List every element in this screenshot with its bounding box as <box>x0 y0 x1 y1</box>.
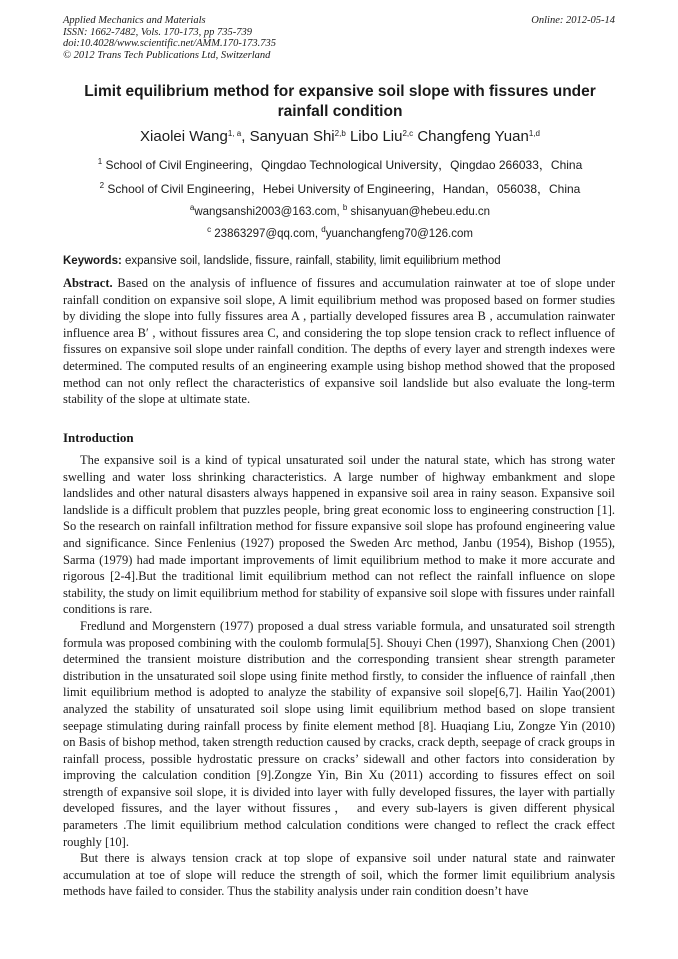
email-mark: c <box>207 225 212 234</box>
online-date: Online: 2012-05-14 <box>531 15 615 26</box>
author-name: Xiaolei Wang <box>140 128 228 145</box>
author-list <box>40 128 640 146</box>
email-d[interactable]: yuanchangfeng70@126.com <box>325 228 473 240</box>
email-a[interactable]: wangsanshi2003@163.com, <box>194 206 343 218</box>
affiliation-mark: 1 <box>97 157 103 166</box>
email-c[interactable]: 23863297@qq.com, <box>214 228 322 240</box>
journal-name: Applied Mechanics and Materials <box>63 15 206 26</box>
paper-title: Limit equilibrium method for expansive soil slope with fissures under rainfall condition <box>84 83 596 120</box>
abstract-label: Abstract. <box>63 276 113 290</box>
email-mark: d <box>321 225 326 234</box>
affiliation-text: School of Civil Engineering，Hebei University of Engineering，Handan，056038，China <box>107 182 581 196</box>
section-heading-introduction: Introduction <box>63 430 134 445</box>
paragraph: The expansive soil is a kind of typical unsaturated soil under the natural state, which has strong water swelling and water loss shrinking characteristics. A large number of highway embankment and slope landslides and other natural disasters always happened in expansive soil area in rainy season. Expansive soil landslide is a difficult problem that puzzles people, bring great economic loss to engineering construction [1]. So the research on rainfall infiltration method for fissure expansive soil slope has profound engineering value and significance. Since Fenlenius (1927) proposed the Sweden Arc method, Janbu (1954), Bishop (1955), Sarma (1979) had made important improvements of limit equilibrium method to make it more accurate and rigorous [2-4].But the traditional limit equilibrium method can not reflect the rainfall influence on slope stability, the study on limit equilibrium method for stability of expansive soil slope with fissures under rainfall conditions is rare. <box>63 453 615 617</box>
doi-line: doi:10.4028/www.scientific.net/AMM.170-173.735 <box>63 38 276 49</box>
author-separator: , <box>241 128 250 145</box>
affiliation-2 <box>40 181 640 197</box>
affiliation-mark: 2 <box>99 181 105 190</box>
paragraph: Fredlund and Morgenstern (1977) proposed a dual stress variable formula, and unsaturated soil strength formula was proposed combining with the coulomb formula[5]. Shouyi Chen (1997), Shanxiong Chen (2001) determined the transient moisture distribution and the corresponding transient shear strength parameter distribution in the unsaturated soil slope using finite method firstly, to consider the influence of rainfall ,then limit equilibrium method is adopted to analyze the stability of expansive soil slope[6,7]. Hailin Yao(2001) analyzed the stability of unsaturated soil slope using limit equilibrium method based on slope transient seepage stimulating during rainfall process by finite element method [8]. Huaqiang Liu, Zongze Yin (2010) on Basis of bishop method, taken strength reduction caused by cracks, crack depth, seepage of crack groups in rainfall process, possible hydrostatic pressure on cracks’ sidewall and other factors into consideration by improving the calculation condition [9].Zongze Yin, Bin Xu (2011) according to fissures effect on soil strength of expansive soil slope, it is divided into layer with fully developed fissures, the layer with partially developed fissures, and the layer without fissures， and every sub-layers is given different physical parameters .The limit equilibrium method calculation conditions were changed to reflect the crack effect roughly [10]. <box>63 618 615 849</box>
author-name: Sanyuan Shi <box>249 128 335 145</box>
author-affiliation-mark: 2,b <box>334 129 346 138</box>
author-affiliation-mark: 2,c <box>402 129 414 138</box>
abstract-text: Based on the analysis of influence of fissures and accumulation rainwater at toe of slope under rainfall condition on expansive soil slope, A limit equilibrium method was proposed based on former studies by dividing the slope into fully fissures area A , partially developed fissures area B , accumulation rainwater influence area B′ , without fissures area C, and considering the top slope tension crack to reflect influence of fissures on expansive soil slope under rainfall condition. The depths of every layer and strength indexes were determined. The computed results of an engineering example using bishop method showed that the proposed method can not only reflect the characteristics of expansive soil landslide but also evaluate the long-term stability of the slope at ultimate state. <box>63 276 616 407</box>
keywords <box>63 254 623 269</box>
copyright-line: © 2012 Trans Tech Publications Ltd, Switzerland <box>63 49 271 61</box>
author-name: Changfeng Yuan <box>417 128 529 145</box>
abstract <box>63 275 615 408</box>
email-line-1 <box>40 205 640 220</box>
author-affiliation-mark: 1, a <box>227 129 242 138</box>
keywords-text: expansive soil, landslide, fissure, rainfall, stability, limit equilibrium method <box>125 255 501 267</box>
introduction-body <box>63 452 615 900</box>
issn-line: ISSN: 1662-7482, Vols. 170-173, pp 735-739 <box>63 26 252 38</box>
email-mark: a <box>189 203 195 212</box>
author-affiliation-mark: 1,d <box>528 129 540 138</box>
paragraph: But there is always tension crack at top slope of expansive soil under natural state and rainwater accumulation at toe of slope will reduce the strength of soil, which the former limit equilibrium analysis methods have failed to consider. Thus the stability analysis under rain condition doesn’t have <box>63 851 615 899</box>
affiliation-1 <box>40 157 640 173</box>
email-b[interactable]: shisanyuan@hebeu.edu.cn <box>350 206 491 218</box>
affiliation-text: School of Civil Engineering，Qingdao Technological University，Qingdao 266033，China <box>105 158 583 172</box>
email-line-2 <box>40 227 640 242</box>
keywords-label: Keywords: <box>63 255 122 267</box>
journal-header <box>63 15 615 61</box>
email-mark: b <box>342 203 348 212</box>
author-name: Libo Liu <box>349 128 403 145</box>
